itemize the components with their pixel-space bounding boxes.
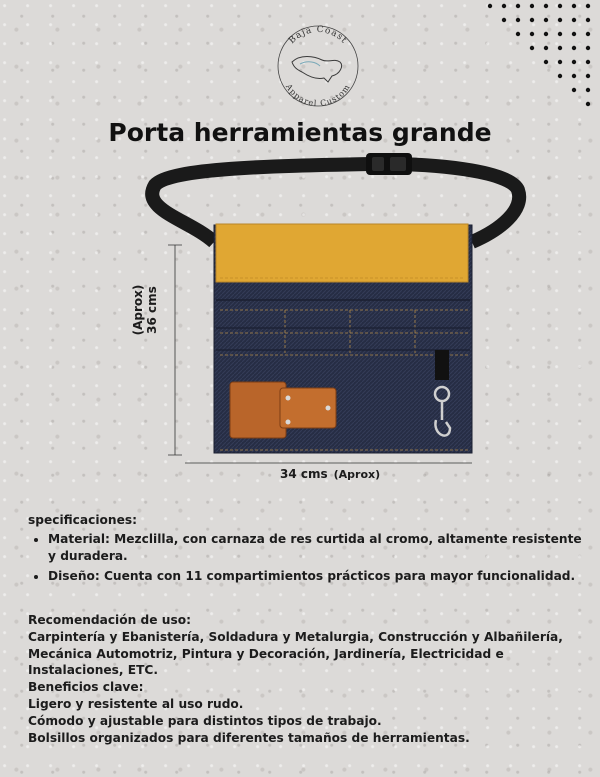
width-value: 34 cms bbox=[280, 467, 328, 481]
buckle-icon bbox=[366, 153, 412, 175]
logo-top-text: Baja Coast bbox=[287, 24, 350, 47]
benefit-item: Cómodo y ajustable para distintos tipos de trabajo. bbox=[28, 713, 382, 728]
specs-item: • Diseño: Cuenta con 11 compartimientos prácticos para mayor funcionalidad. bbox=[48, 568, 588, 585]
brand-logo bbox=[270, 18, 366, 114]
width-dimension bbox=[280, 467, 380, 481]
usage-section bbox=[28, 612, 588, 746]
benefit-item: Bolsillos organizados para diferentes tamaños de herramientas. bbox=[28, 730, 470, 745]
specifications-section bbox=[28, 512, 588, 588]
usage-heading: Recomendación de uso: bbox=[28, 613, 191, 627]
benefits-heading: Beneficios clave: bbox=[28, 680, 144, 695]
specs-heading: specificaciones: bbox=[28, 513, 137, 527]
height-dimension bbox=[120, 260, 170, 360]
benefit-item: Ligero y resistente al uso rudo. bbox=[28, 696, 244, 711]
tool-apron-image bbox=[130, 150, 530, 480]
svg-text:Apparel Custom bbox=[283, 82, 352, 108]
height-value: 36 cms bbox=[145, 286, 159, 334]
width-note: (Aprox) bbox=[333, 468, 381, 481]
logo-bottom-text: Apparel Custom bbox=[283, 82, 353, 109]
specs-list bbox=[28, 531, 588, 585]
page-title: Porta herramientas grande bbox=[108, 118, 492, 147]
height-note: (Aprox) bbox=[131, 284, 145, 336]
specs-item: • Material: Mezclilla, con carnaza de res curtida al cromo, altamente resistente y duradera. bbox=[48, 531, 588, 565]
svg-text:Baja Coast bbox=[287, 25, 349, 46]
usage-text: Carpintería y Ebanistería, Soldadura y Metalurgia, Construcción y Albañilería, Mecánica Automotriz, Pintura y Decoración, Jardinería, Electricidad e Instalaciones, ETC. bbox=[28, 629, 563, 678]
dot-pattern bbox=[480, 0, 600, 120]
